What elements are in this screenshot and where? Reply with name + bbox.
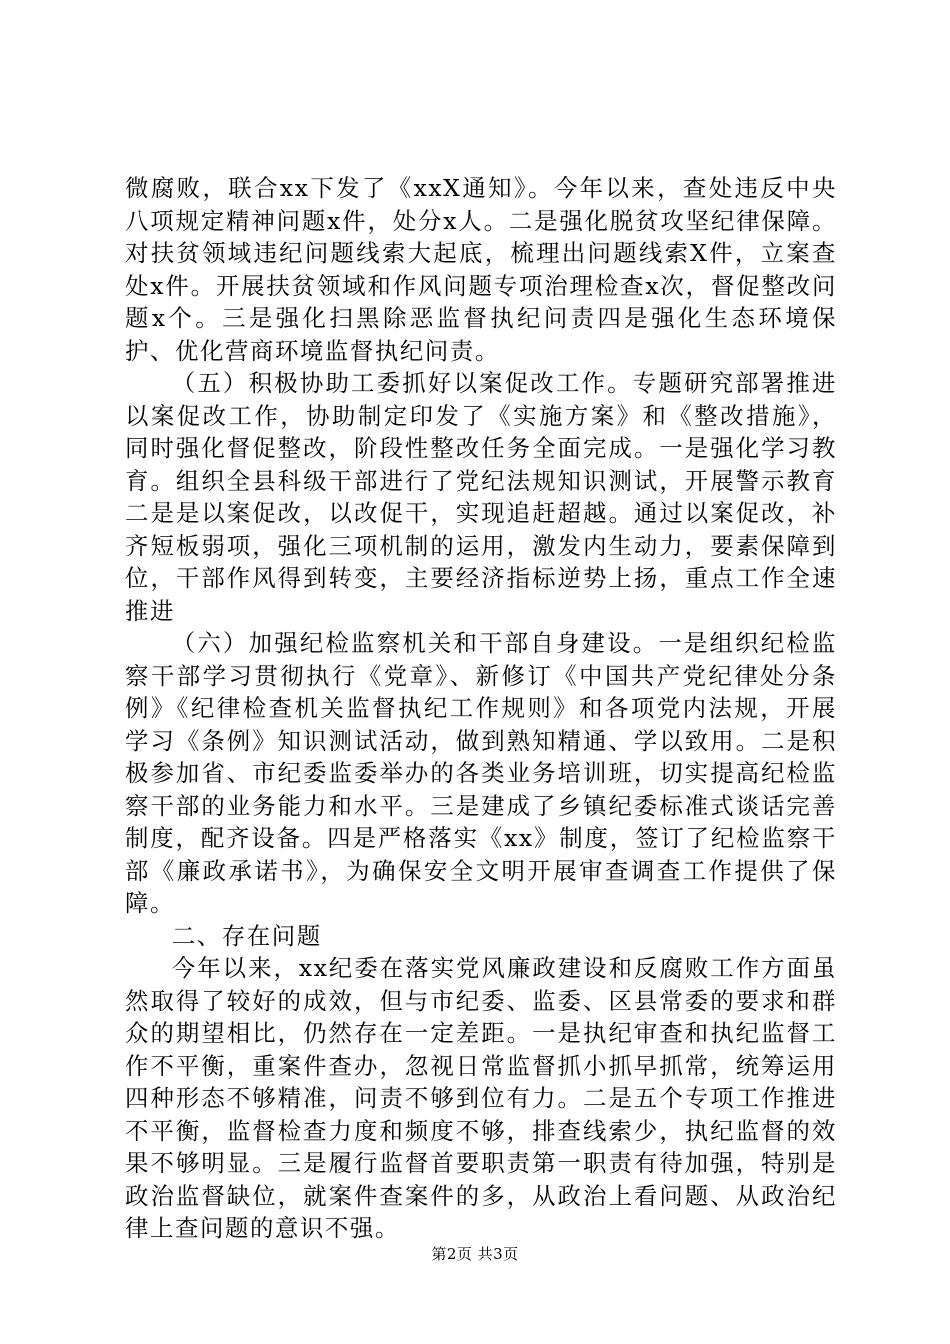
document-body — [125, 172, 837, 1245]
paragraph-3: （六）加强纪检监察机关和干部自身建设。一是组织纪检监察干部学习贯彻执行《党章》、新修订《中国共产党纪律处分条例》《纪律检查机关监督执纪工作规则》和各项党内法规，开展学习《条例》知识测试活动，做到熟知精通、学以致用。二是积极参加省、市纪委监委举办的各类业务培训班，切实提高纪检监察干部的业务能力和水平。三是建成了乡镇纪委标准式谈话完善制度，配齐设备。四是严格落实《xx》制度，签订了纪检监察干部《廉政承诺书》，为确保安全文明开展审查调查工作提供了保障。 — [125, 629, 837, 917]
paragraph-1: 微腐败，联合xx下发了《xxX通知》。今年以来，查处违反中央八项规定精神问题x件，处分x人。二是强化脱贫攻坚纪律保障。对扶贫领域违纪问题线索大起底，梳理出问题线索X件，立案查处x件。开展扶贫领域和作风问题专项治理检查x次，督促整改问题x个。三是强化扫黑除恶监督执纪问责四是强化生态环境保护、优化营商环境监督执纪问责。 — [125, 174, 837, 365]
page-number: 第2页 共3页 — [431, 1245, 519, 1263]
paragraph-2: （五）积极协助工委抓好以案促改工作。专题研究部署推进以案促改工作，协助制定印发了《实施方案》和《整改措施》，同时强化督促整改，阶段性整改任务全面完成。一是强化学习教育。组织全县科级干部进行了党纪法规知识测试，开展警示教育二是是以案促改，以改促干，实现追赶超越。通过以案促改，补齐短板弱项，强化三项机制的运用，激发内生动力，要素保障到位，干部作风得到转变，主要经济指标逆势上扬，重点工作全速推进 — [125, 369, 837, 625]
paragraph-4: 今年以来，xx纪委在落实党风廉政建设和反腐败工作方面虽然取得了较好的成效，但与市纪委、监委、区县常委的要求和群众的期望相比，仍然存在一定差距。一是执纪审查和执纪监督工作不平衡，重案件查办，忽视日常监督抓小抓早抓常，统筹运用四种形态不够精准，问责不够到位有力。二是五个专项工作推进不平衡，监督检查力度和频度不够，排查线索少，执纪监督的效果不够明显。三是履行监督首要职责第一职责有待加强，特别是政治监督缺位，就案件查案件的多，从政治上看问题、从政治纪律上查问题的意识不强。 — [125, 954, 837, 1242]
section-heading: 二、存在问题 — [171, 921, 322, 950]
